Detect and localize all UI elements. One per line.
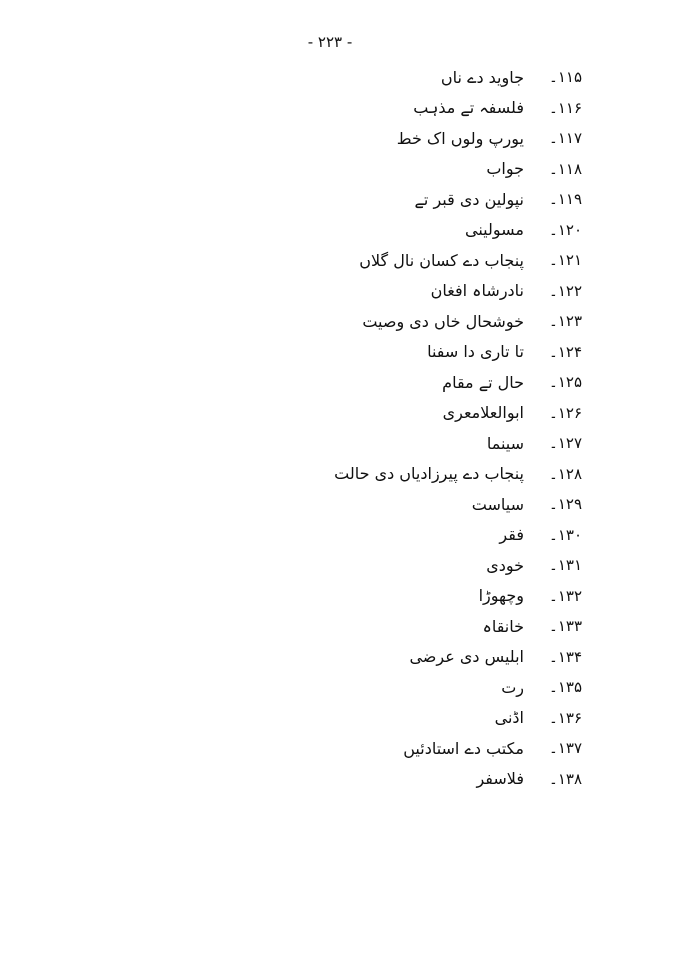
- entry-number: ۱۳۳۔: [549, 617, 582, 636]
- toc-entry: [62, 93, 582, 124]
- entry-title: وچھوڑا: [478, 586, 524, 606]
- entry-title: پنجاب دے کسان نال گلاں: [359, 250, 524, 270]
- entry-number: ۱۱۶۔: [549, 98, 582, 117]
- entry-title: پنجاب دے پیرزادیاں دی حالت: [334, 464, 524, 484]
- toc-entry: [62, 550, 582, 581]
- entry-number: ۱۲۳۔: [549, 312, 582, 331]
- entry-number: ۱۳۲۔: [549, 586, 582, 605]
- entry-title: اڈنی: [494, 708, 524, 728]
- entry-number: ۱۳۸۔: [549, 769, 582, 788]
- entry-title: سینما: [486, 433, 524, 453]
- entry-title: جاوید دے ناں: [440, 67, 524, 87]
- entry-number: ۱۳۶۔: [549, 708, 582, 727]
- entry-title: فلسفہ تے مذہب: [413, 98, 524, 118]
- toc-entry: [62, 764, 582, 795]
- entry-title: ابلیس دی عرضی: [409, 647, 524, 667]
- toc-entry: [62, 184, 582, 215]
- toc-entry: [62, 337, 582, 368]
- toc-entry: [62, 459, 582, 490]
- entry-number: ۱۲۵۔: [549, 373, 582, 392]
- entry-title: رت: [501, 677, 524, 697]
- entry-title: فلاسفر: [476, 769, 524, 789]
- entry-number: ۱۱۸۔: [549, 159, 582, 178]
- entry-title: نادرشاہ افغان: [430, 281, 524, 301]
- entry-title: سیاست: [471, 494, 524, 514]
- entry-title: حال تے مقام: [442, 372, 524, 392]
- toc-entry: [62, 123, 582, 154]
- toc-entry: [62, 672, 582, 703]
- entry-number: ۱۳۰۔: [549, 525, 582, 544]
- entry-number: ۱۳۷۔: [549, 739, 582, 758]
- entry-title: خودی: [486, 555, 524, 575]
- toc-entry: [62, 489, 582, 520]
- entry-title: نپولین دی قبر تے: [414, 189, 524, 209]
- entry-title: فقر: [499, 525, 524, 545]
- entry-title: تا تاری دا سفنا: [427, 342, 524, 362]
- toc-entry: [62, 428, 582, 459]
- entry-title: یورپ ولوں اک خط: [396, 128, 524, 148]
- toc-entry: [62, 520, 582, 551]
- toc-entry: [62, 367, 582, 398]
- entry-number: ۱۳۴۔: [549, 647, 582, 666]
- toc-entry: [62, 245, 582, 276]
- entry-number: ۱۲۷۔: [549, 434, 582, 453]
- entry-number: ۱۲۰۔: [549, 220, 582, 239]
- toc-entry: [62, 306, 582, 337]
- entry-title: مکتب دے استادئیں: [403, 738, 524, 758]
- table-of-contents: [62, 62, 582, 794]
- entry-title: مسولینی: [465, 220, 524, 240]
- toc-entry: [62, 154, 582, 185]
- toc-entry: [62, 276, 582, 307]
- page-number: - ۲۲۳ -: [307, 33, 353, 51]
- entry-title: ابوالعلامعری: [442, 403, 524, 423]
- entry-title: خانقاہ: [482, 616, 524, 636]
- entry-number: ۱۲۸۔: [549, 464, 582, 483]
- entry-number: ۱۳۱۔: [549, 556, 582, 575]
- entry-number: ۱۲۹۔: [549, 495, 582, 514]
- toc-entry: [62, 62, 582, 93]
- entry-number: ۱۲۶۔: [549, 403, 582, 422]
- entry-number: ۱۱۷۔: [549, 129, 582, 148]
- toc-entry: [62, 581, 582, 612]
- toc-entry: [62, 642, 582, 673]
- entry-number: ۱۱۵۔: [549, 68, 582, 87]
- entry-number: ۱۲۲۔: [549, 281, 582, 300]
- toc-entry: [62, 703, 582, 734]
- toc-entry: [62, 733, 582, 764]
- entry-title: جواب: [486, 159, 524, 179]
- entry-number: ۱۲۴۔: [549, 342, 582, 361]
- entry-number: ۱۱۹۔: [549, 190, 582, 209]
- toc-entry: [62, 398, 582, 429]
- entry-number: ۱۳۵۔: [549, 678, 582, 697]
- entry-number: ۱۲۱۔: [549, 251, 582, 270]
- entry-title: خوشحال خاں دی وصیت: [362, 311, 524, 331]
- toc-entry: [62, 215, 582, 246]
- toc-entry: [62, 611, 582, 642]
